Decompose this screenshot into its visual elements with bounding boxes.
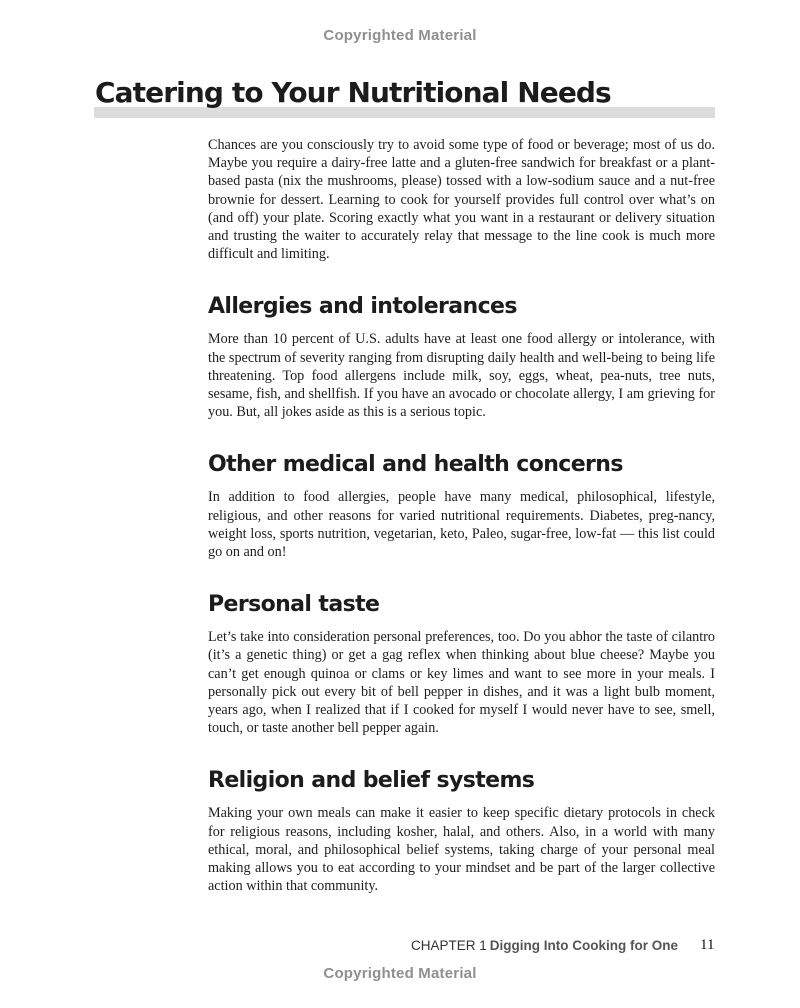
section-body-religion: Making your own meals can make it easier to keep specific dietary protocols in check for religious reasons, including kosher, halal, and others. Also, in a world with many ethical, moral, and philosophical belief systems, taking charge of your personal meal making allows you to eat according to your mindset and be part of the larger collective action within that community. <box>208 805 715 895</box>
section-heading-taste: Personal taste <box>208 592 380 618</box>
section-body-taste: Let’s take into consideration personal preferences, too. Do you abhor the taste of cilantro (it’s a genetic thing) or get a gag reflex when thinking about blue cheese? Maybe you can’t get enough quinoa or clams or key limes and want to see more in your meals. I personally pick out every bit of bell pepper in dishes, and it was a light bulb moment, years ago, when I realized that if I cooked for myself I would never have to see, smell, touch, or taste another bell pepper again. <box>208 629 715 737</box>
chapter-heading <box>94 76 715 118</box>
section-heading-medical: Other medical and health concerns <box>208 452 623 478</box>
chapter-heading-title: Catering to Your Nutritional Needs <box>95 76 611 109</box>
page-number: 11 <box>700 937 715 953</box>
section-body-allergies: More than 10 percent of U.S. adults have at least one food allergy or intolerance, with the spectrum of severity ranging from disrupting daily health and well-being to being life threatening. Top food allergens include milk, soy, eggs, wheat, pea-nuts, tree nuts, sesame, fish, and shellfish. If you have an avocado or chocolate allergy, I am grieving for you. But, all jokes aside as this is a serious topic. <box>208 331 715 421</box>
footer-chapter-label: CHAPTER 1 <box>410 938 487 953</box>
running-footer <box>411 938 678 953</box>
intro-paragraph: Chances are you consciously try to avoid some type of food or beverage; most of us do. Maybe you require a dairy-free latte and a gluten-free sandwich for breakfast or a plant-based pasta (nix the mushrooms, please) tossed with a low-sodium sauce and a nut-free brownie for dessert. Learning to cook for yourself provides full control over what’s on (and off) your plate. Scoring exactly what you want in a restaurant or delivery situation and trusting the waiter to accurately relay that message to the line cook is much more difficult and limiting. <box>208 137 715 263</box>
copyright-watermark-bottom: Copyrighted Material <box>323 965 477 982</box>
page-content <box>208 136 715 895</box>
section-body-medical: In addition to food allergies, people have many medical, philosophical, lifestyle, religious, and other reasons for varied nutritional requirements. Diabetes, preg-nancy, weight loss, sports nutrition, vegetarian, keto, Paleo, sugar-free, low-fat — this list could go on and on! <box>208 489 715 561</box>
page-footer <box>0 938 800 958</box>
footer-chapter-title: Digging Into Cooking for One <box>489 938 678 953</box>
copyright-watermark-top: Copyrighted Material <box>323 27 477 44</box>
section-heading-religion: Religion and belief systems <box>208 768 535 794</box>
section-heading-allergies: Allergies and intolerances <box>208 294 517 320</box>
